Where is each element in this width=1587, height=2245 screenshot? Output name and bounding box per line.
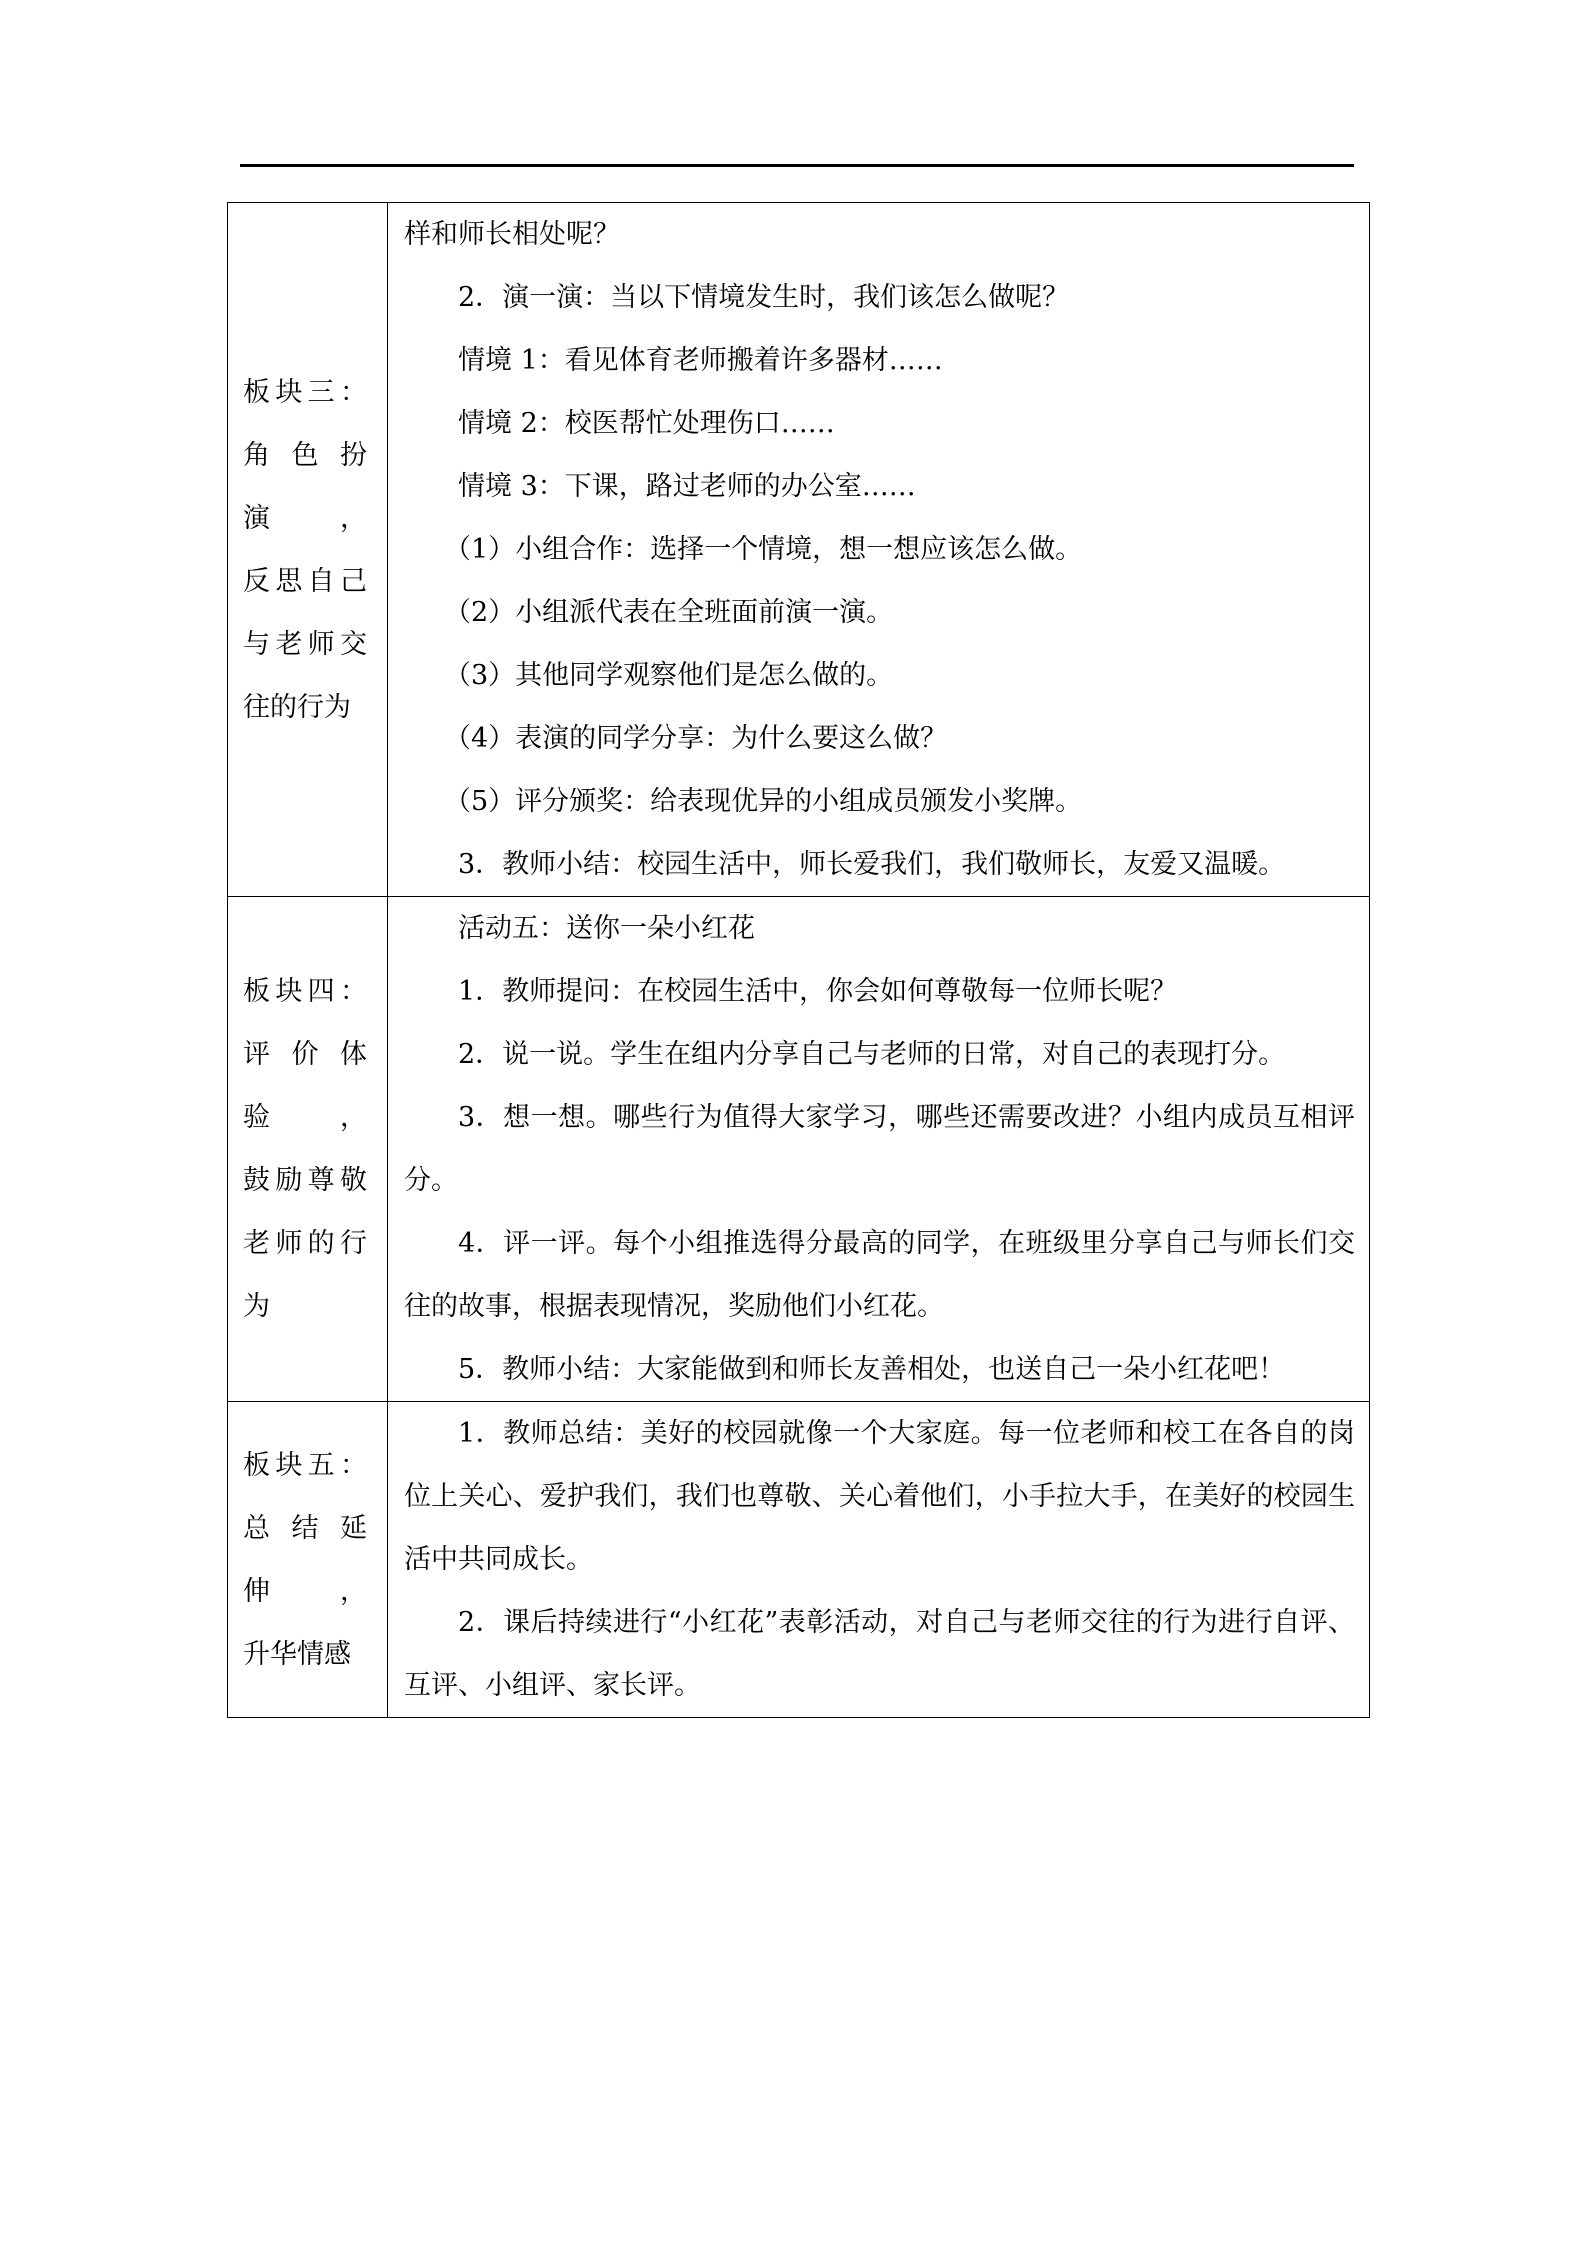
content-paragraph: 4．评一评。每个小组推选得分最高的同学，在班级里分享自己与师长们交往的故事，根据表现情况，奖励他们小红花。 <box>404 1228 1355 1322</box>
section-label-cell <box>228 897 388 1402</box>
section-label-line: 总结延伸， <box>243 1512 367 1607</box>
content-line: 情境 2：校医帮忙处理伤口…… <box>458 408 835 439</box>
section-label-line: 板块四： <box>243 976 367 1007</box>
section-label-line: 与老师交 <box>243 628 367 660</box>
section-label-line: 往的行为 <box>243 691 351 723</box>
content-paragraph: 1．教师总结：美好的校园就像一个大家庭。每一位老师和校工在各自的岗位上关心、爱护我们，我们也尊敬、关心着他们，小手拉大手，在美好的校园生活中共同成长。 <box>404 1418 1355 1575</box>
section-label-cell <box>228 203 388 897</box>
section-label-cell <box>228 1402 388 1718</box>
content-line: 情境 1：看见体育老师搬着许多器材…… <box>458 345 943 376</box>
lesson-plan-table <box>227 202 1370 1718</box>
table-row <box>228 897 1370 1402</box>
content-line: （1）小组合作：选择一个情境，想一想应该怎么做。 <box>444 534 1083 565</box>
content-line: （3）其他同学观察他们是怎么做的。 <box>444 660 894 691</box>
section-label-line: 老师的行 <box>243 1228 367 1259</box>
section-label-line: 板块三： <box>243 376 367 408</box>
content-line: （5）评分颁奖：给表现优异的小组成员颁发小奖牌。 <box>444 786 1083 817</box>
section-label-line: 角色扮演， <box>243 439 367 534</box>
section-label-line: 评价体验， <box>243 1039 367 1133</box>
content-line: 3．教师小结：校园生活中，师长爱我们，我们敬师长，友爱又温暖。 <box>458 849 1286 880</box>
content-paragraph: 2．课后持续进行“小红花”表彰活动，对自己与老师交往的行为进行自评、互评、小组评、家长评。 <box>404 1607 1355 1701</box>
table-row <box>228 203 1370 897</box>
section-label-line: 升华情感 <box>243 1638 351 1670</box>
content-line: 情境 3：下课，路过老师的办公室…… <box>458 471 916 502</box>
section-content-cell <box>388 897 1370 1402</box>
header-rule <box>240 164 1354 167</box>
section-label-line: 鼓励尊敬 <box>243 1165 367 1196</box>
content-line: 5．教师小结：大家能做到和师长友善相处，也送自己一朵小红花吧！ <box>458 1354 1286 1385</box>
content-line: 1．教师提问：在校园生活中，你会如何尊敬每一位师长呢？ <box>458 976 1178 1007</box>
content-line: 活动五：送你一朵小红花 <box>458 913 755 944</box>
content-paragraph: 3．想一想。哪些行为值得大家学习，哪些还需要改进？小组内成员互相评分。 <box>404 1102 1355 1196</box>
section-content-cell <box>388 203 1370 897</box>
content-line: 2．说一说。学生在组内分享自己与老师的日常，对自己的表现打分。 <box>458 1039 1286 1070</box>
content-line: （2）小组派代表在全班面前演一演。 <box>444 597 894 628</box>
content-line: （4）表演的同学分享：为什么要这么做？ <box>444 723 948 754</box>
section-label-line: 板块五： <box>243 1449 367 1481</box>
section-content-cell <box>388 1402 1370 1718</box>
table-row <box>228 1402 1370 1718</box>
content-line: 2．演一演：当以下情境发生时，我们该怎么做呢？ <box>458 282 1070 313</box>
section-label-line: 为 <box>243 1291 270 1322</box>
section-label-line: 反思自己 <box>243 565 367 597</box>
content-line: 样和师长相处呢？ <box>404 219 620 250</box>
